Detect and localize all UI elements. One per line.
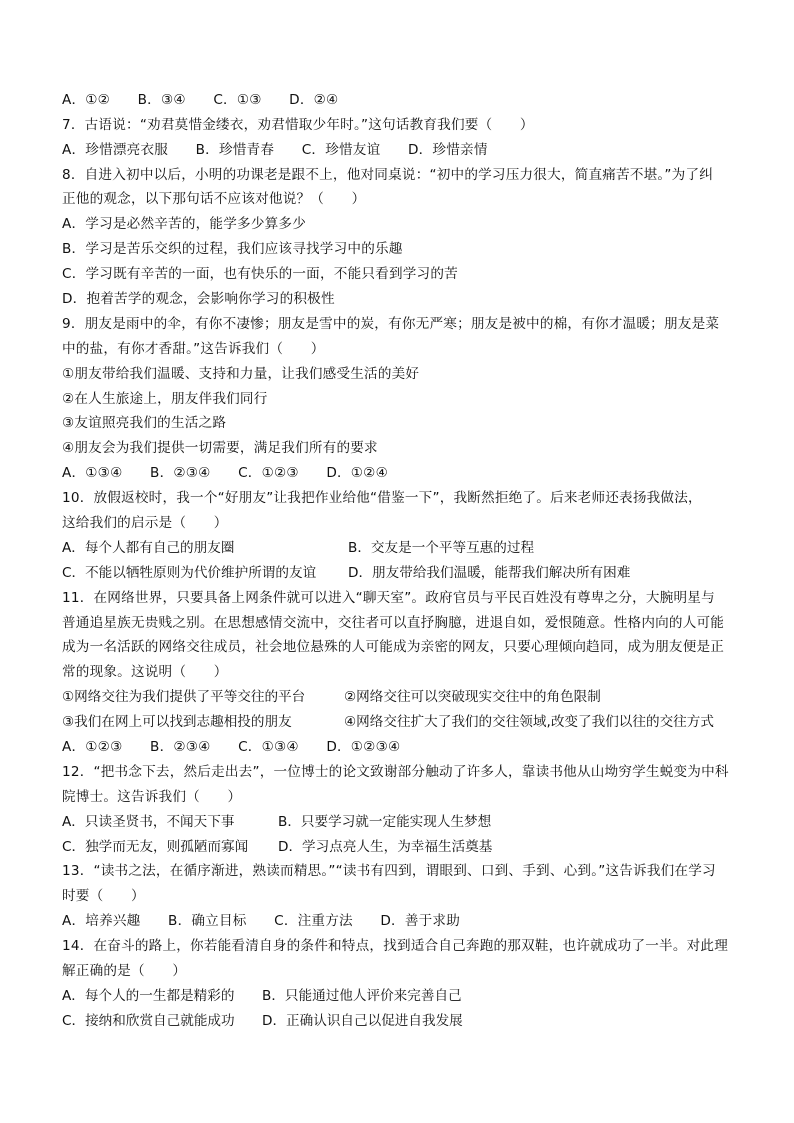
q12-stem-line-2: 院博士。这告诉我们（ ） — [62, 789, 242, 805]
q12-stem-line-1: 12．“把书念下去，然后走出去”，一位博士的论文致谢部分触动了许多人，靠读书他从山坳穷学生蜕变为中科 — [62, 764, 729, 780]
q14-stem-line-2: 解正确的是（ ） — [62, 963, 187, 979]
q10-option-d: D．朋友带给我们温暖，能帮我们解决所有困难 — [348, 565, 631, 581]
q14-option-a: A．每个人的一生都是精彩的 — [62, 988, 235, 1004]
q14-option-b: B．只能通过他人评价来完善自己 — [262, 988, 462, 1004]
q11-statement-3: ③我们在网上可以找到志趣相投的朋友 — [62, 714, 292, 730]
q9-statement-4: ④朋友会为我们提供一切需要，满足我们所有的要求 — [62, 440, 378, 456]
q8-option-c: C．学习既有辛苦的一面，也有快乐的一面，不能只看到学习的苦 — [62, 266, 458, 282]
q12-option-b: B．只要学习就一定能实现人生梦想 — [278, 814, 492, 830]
q14-stem-line-1: 14．在奋斗的路上，你若能看清自身的条件和特点，找到适合自己奔跑的那双鞋，也许就成功了一半。对此理 — [62, 938, 728, 954]
q13-stem-line-1: 13．“读书之法，在循序渐进，熟读而精思。”“读书有四到，谓眼到、口到、手到、心到。”这告诉我们在学习 — [62, 863, 716, 879]
q7-stem: 7．古语说：“劝君莫惜金缕衣，劝君惜取少年时。”这句话教育我们要（ ） — [62, 117, 534, 133]
q14-option-c: C．接纳和欣赏自己就能成功 — [62, 1013, 235, 1029]
q11-stem-line-3: 成为一名活跃的网络交往成员，社会地位悬殊的人可能成为亲密的网友，只要心理倾向趋同，成为朋友便是正 — [62, 639, 725, 655]
q11-statement-4: ④网络交往扩大了我们的交往领域,改变了我们以往的交往方式 — [344, 714, 714, 730]
q8-option-a: A．学习是必然辛苦的，能学多少算多少 — [62, 216, 306, 232]
q10-stem-line-1: 10．放假返校时，我一个“好朋友”让我把作业给他“借鉴一下”，我断然拒绝了。后来老师还表扬我做法， — [62, 490, 702, 506]
q12-option-a: A．只读圣贤书，不闻天下事 — [62, 814, 235, 830]
q11-statement-1: ①网络交往为我们提供了平等交往的平台 — [62, 689, 306, 705]
q9-stem-line-1: 9．朋友是雨中的伞，有你不凄惨；朋友是雪中的炭，有你无严寒；朋友是被中的棉，有你才温暖；朋友是菜 — [62, 316, 720, 332]
q13-stem-line-2: 时要（ ） — [62, 888, 145, 904]
q7-options: A．珍惜漂亮衣服 B．珍惜青春 C．珍惜友谊 D．珍惜亲情 — [62, 142, 488, 158]
q9-statement-2: ②在人生旅途上，朋友伴我们同行 — [62, 391, 268, 407]
q13-options: A．培养兴趣 B．确立目标 C．注重方法 D．善于求助 — [62, 913, 461, 929]
q6-options: A．①② B．③④ C．①③ D．②④ — [62, 92, 339, 108]
q8-stem-line-2: 正他的观念，以下那句话不应该对他说？（ ） — [62, 191, 366, 207]
q9-statement-1: ①朋友带给我们温暖、支持和力量，让我们感受生活的美好 — [62, 366, 420, 382]
q11-stem-line-4: 常的现象。这说明（ ） — [62, 664, 228, 680]
q9-stem-line-2: 中的盐，有你才香甜。”这告诉我们（ ） — [62, 341, 325, 357]
q12-option-c: C．独学而无友，则孤陋而寡闻 — [62, 839, 249, 855]
q14-option-d: D．正确认识自己以促进自我发展 — [262, 1013, 463, 1029]
q11-stem-line-2: 普通追星族无贵贱之别。在思想感情交流中，交往者可以直抒胸臆，进退自如，爱恨随意。性格内向的人可能 — [62, 615, 725, 631]
q10-stem-line-2: 这给我们的启示是（ ） — [62, 515, 228, 531]
q11-options: A．①②③ B．②③④ C．①③④ D．①②③④ — [62, 739, 401, 755]
q10-option-c: C．不能以牺牲原则为代价维护所谓的友谊 — [62, 565, 317, 581]
q10-option-a: A．每个人都有自己的朋友圈 — [62, 540, 235, 556]
q12-option-d: D．学习点亮人生，为幸福生活奠基 — [278, 839, 493, 855]
q9-statement-3: ③友谊照亮我们的生活之路 — [62, 415, 227, 431]
q8-option-d: D．抱着苦学的观念，会影响你学习的积极性 — [62, 291, 335, 307]
q10-option-b: B．交友是一个平等互惠的过程 — [348, 540, 535, 556]
q11-stem-line-1: 11．在网络世界，只要具备上网条件就可以进入“聊天室”。政府官员与平民百姓没有尊卑之分，大腕明星与 — [62, 590, 715, 606]
q8-option-b: B．学习是苦乐交织的过程，我们应该寻找学习中的乐趣 — [62, 241, 403, 257]
q8-stem-line-1: 8．自进入初中以后，小明的功课老是跟不上，他对同桌说：“初中的学习压力很大，简直痛苦不堪。”为了纠 — [62, 167, 714, 183]
q9-options: A．①③④ B．②③④ C．①②③ D．①②④ — [62, 465, 388, 481]
q11-statement-2: ②网络交往可以突破现实交往中的角色限制 — [344, 689, 601, 705]
